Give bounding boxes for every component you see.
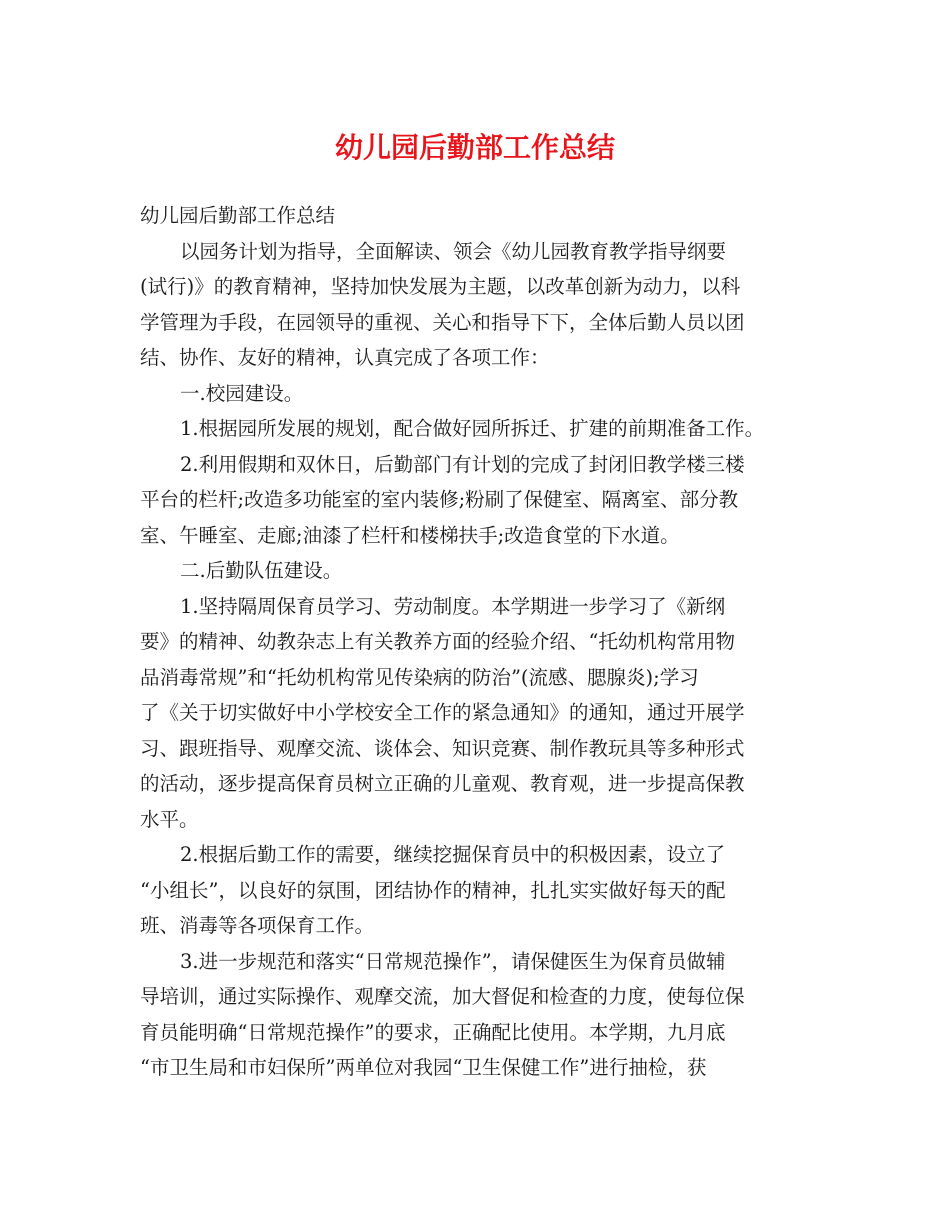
paragraph-line: 的活动，逐步提高保育员树立正确的儿童观、教育观，进一步提高保教: [140, 772, 745, 795]
paragraph-line: “小组长”，以良好的氛围，团结协作的精神，扎扎实实做好每天的配: [140, 878, 726, 902]
paragraph-line: 导培训，通过实际操作、观摩交流，加大督促和检查的力度，使每位保: [140, 985, 745, 1008]
paragraph-line: 一.校园建设。: [180, 381, 304, 405]
paragraph-line: 2.利用假期和双休日，后勤部门有计划的完成了封闭旧教学楼三楼: [180, 452, 745, 476]
paragraph-line: 要》的精神、幼教杂志上有关教养方面的经验介绍、“托幼机构常用物: [140, 630, 735, 653]
paragraph-line: 以园务计划为指导，全面解读、领会《幼儿园教育教学指导纲要: [180, 239, 727, 263]
document-title: 幼儿园后勤部工作总结: [334, 131, 615, 164]
paragraph-line: 室、午睡室、走廊;油漆了栏杆和楼梯扶手;改造食堂的下水道。: [140, 523, 680, 547]
paragraph-line: 水平。: [140, 807, 199, 831]
paragraph-line: 班、消毒等各项保育工作。: [140, 914, 375, 937]
paragraph-line: 育员能明确“日常规范操作”的要求，正确配比使用。本学期，九月底: [140, 1020, 726, 1044]
paragraph-line: 习、跟班指导、观摩交流、谈体会、知识竞赛、制作教玩具等多种形式: [140, 736, 745, 760]
paragraph-line: 二.后勤队伍建设。: [180, 559, 343, 582]
paragraph-line: 平台的栏杆;改造多功能室的室内装修;粉刷了保健室、隔离室、部分教: [140, 488, 739, 511]
paragraph-line: 品消毒常规”和“托幼机构常见传染病的防治”(流感、腮腺炎);学习: [140, 665, 699, 689]
paragraph-line: 3.进一步规范和落实“日常规范操作”，请保健医生为保育员做辅: [180, 949, 726, 973]
document-subtitle: 幼儿园后勤部工作总结: [140, 204, 336, 227]
paragraph-line: “市卫生局和市妇保所”两单位对我园“卫生保健工作”进行抽检，获: [140, 1056, 707, 1079]
paragraph-line: 2.根据后勤工作的需要，继续挖掘保育员中的积极因素，设立了: [180, 843, 726, 866]
paragraph-line: 学管理为手段，在园领导的重视、关心和指导下下，全体后勤人员以团: [140, 310, 745, 334]
paragraph-line: 1.坚持隔周保育员学习、劳动制度。本学期进一步学习了《新纲: [180, 594, 726, 618]
paragraph-line: 结、协作、友好的精神，认真完成了各项工作：: [140, 346, 550, 369]
paragraph-line: 了《关于切实做好中小学校安全工作的紧急通知》的通知，通过开展学: [140, 701, 745, 724]
paragraph-line: (试行)》的教育精神，坚持加快发展为主题，以改革创新为动力，以科: [140, 275, 741, 298]
document-body: [140, 198, 820, 1086]
paragraph-line: 1.根据园所发展的规划，配合做好园所拆迁、扩建的前期准备工作。: [180, 417, 765, 440]
